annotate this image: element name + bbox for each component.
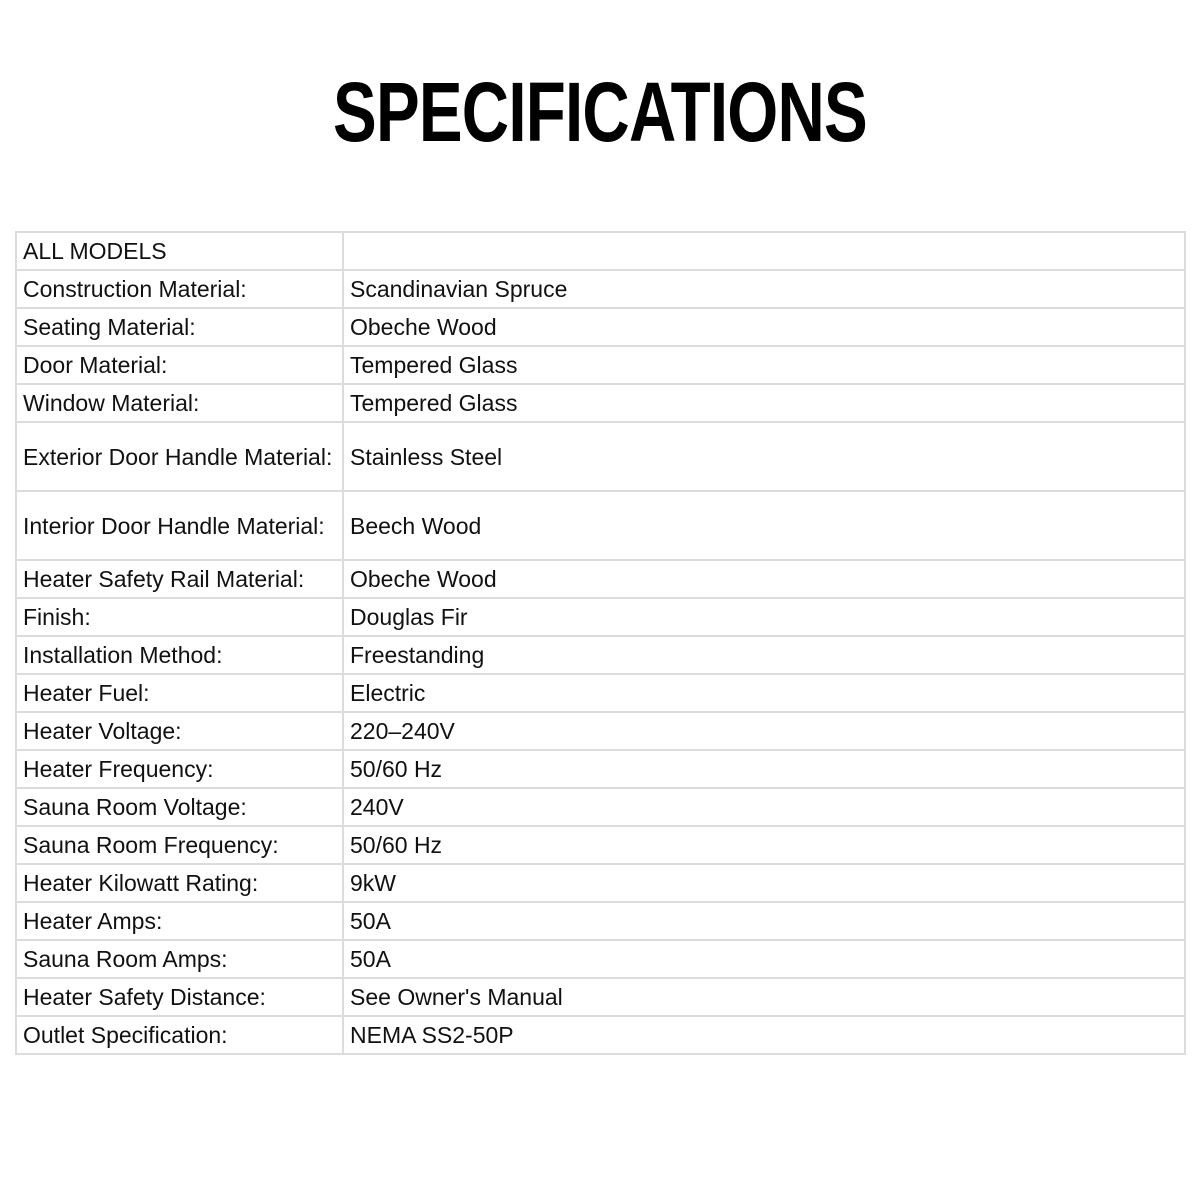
row-label: Sauna Room Amps: xyxy=(16,940,343,978)
header-label: ALL MODELS xyxy=(16,232,343,270)
row-label: Exterior Door Handle Material: xyxy=(16,422,343,491)
row-value: 50A xyxy=(343,940,1185,978)
table-row xyxy=(16,978,1185,1016)
table-row xyxy=(16,422,1185,491)
table-row xyxy=(16,750,1185,788)
table-row xyxy=(16,308,1185,346)
row-value: Scandinavian Spruce xyxy=(343,270,1185,308)
table-row xyxy=(16,902,1185,940)
row-value: 50/60 Hz xyxy=(343,826,1185,864)
row-value: Douglas Fir xyxy=(343,598,1185,636)
row-value: Obeche Wood xyxy=(343,308,1185,346)
row-label: Heater Fuel: xyxy=(16,674,343,712)
row-value: NEMA SS2-50P xyxy=(343,1016,1185,1054)
row-value: Obeche Wood xyxy=(343,560,1185,598)
table-row xyxy=(16,1016,1185,1054)
row-label: Finish: xyxy=(16,598,343,636)
table-row xyxy=(16,270,1185,308)
table-row xyxy=(16,636,1185,674)
row-label: Door Material: xyxy=(16,346,343,384)
row-value: Tempered Glass xyxy=(343,384,1185,422)
table-row xyxy=(16,940,1185,978)
row-label: Window Material: xyxy=(16,384,343,422)
row-value: Freestanding xyxy=(343,636,1185,674)
row-label: Heater Amps: xyxy=(16,902,343,940)
row-value: Beech Wood xyxy=(343,491,1185,560)
row-label: Heater Voltage: xyxy=(16,712,343,750)
row-value: Tempered Glass xyxy=(343,346,1185,384)
row-value: Electric xyxy=(343,674,1185,712)
row-value: See Owner's Manual xyxy=(343,978,1185,1016)
row-label: Sauna Room Voltage: xyxy=(16,788,343,826)
row-value: 220–240V xyxy=(343,712,1185,750)
row-label: Interior Door Handle Material: xyxy=(16,491,343,560)
row-value: 9kW xyxy=(343,864,1185,902)
row-value: 50A xyxy=(343,902,1185,940)
table-row xyxy=(16,491,1185,560)
page-title: SPECIFICATIONS xyxy=(333,65,867,159)
table-row xyxy=(16,864,1185,902)
table-row xyxy=(16,826,1185,864)
row-label: Seating Material: xyxy=(16,308,343,346)
table-header-row xyxy=(16,232,1185,270)
table-row xyxy=(16,788,1185,826)
table-row xyxy=(16,712,1185,750)
row-label: Outlet Specification: xyxy=(16,1016,343,1054)
table-row xyxy=(16,674,1185,712)
row-label: Heater Safety Rail Material: xyxy=(16,560,343,598)
row-label: Installation Method: xyxy=(16,636,343,674)
specifications-table xyxy=(15,231,1186,1055)
row-label: Construction Material: xyxy=(16,270,343,308)
row-label: Heater Frequency: xyxy=(16,750,343,788)
header-value xyxy=(343,232,1185,270)
table-row xyxy=(16,346,1185,384)
table-row xyxy=(16,384,1185,422)
row-label: Heater Safety Distance: xyxy=(16,978,343,1016)
row-label: Heater Kilowatt Rating: xyxy=(16,864,343,902)
table-row xyxy=(16,560,1185,598)
table-row xyxy=(16,598,1185,636)
row-value: Stainless Steel xyxy=(343,422,1185,491)
row-value: 240V xyxy=(343,788,1185,826)
row-value: 50/60 Hz xyxy=(343,750,1185,788)
row-label: Sauna Room Frequency: xyxy=(16,826,343,864)
